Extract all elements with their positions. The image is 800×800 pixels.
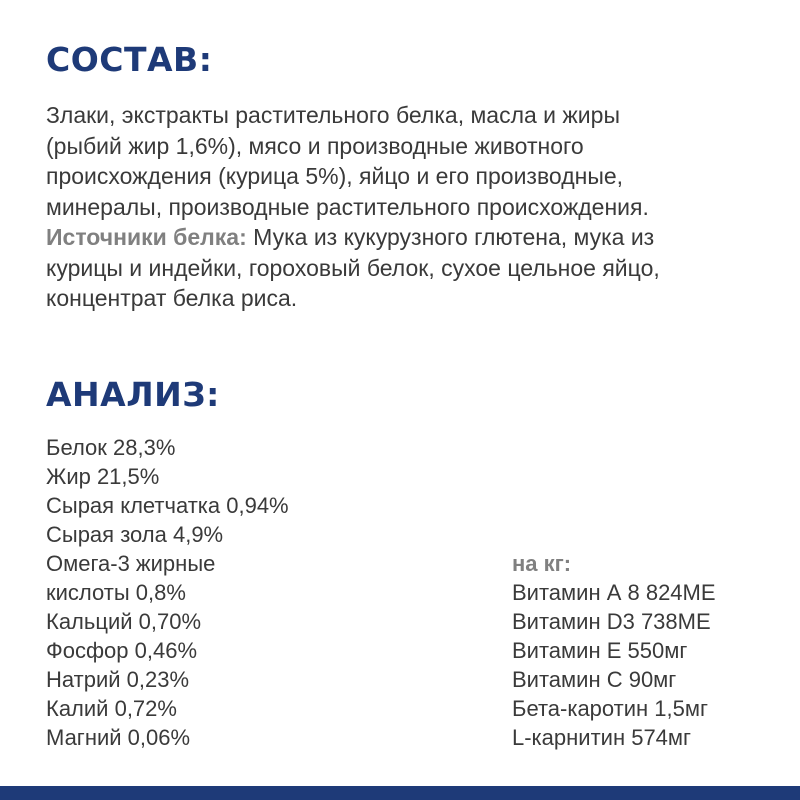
composition-paragraph [46,100,776,314]
per-kg-item: Витамин С 90мг [512,667,677,692]
analysis-list [46,433,289,752]
analysis-item: Натрий 0,23% [46,667,190,692]
analysis-item: Омега-3 жирные [46,551,216,576]
analysis-item: Жир 21,5% [46,464,160,489]
per-kg-item: Бета-каротин 1,5мг [512,696,709,721]
protein-sources-line [46,222,776,253]
protein-sources-label: Источники белка: [46,224,247,250]
analysis-item: Кальций 0,70% [46,609,202,634]
composition-line: Злаки, экстракты растительного белка, масла и жиры [46,102,620,128]
analysis-item: Сырая зола 4,9% [46,522,224,547]
per-kg-item: Витамин А 8 824МЕ [512,580,716,605]
composition-heading: СОСТАВ: [46,40,213,79]
analysis-item: Фосфор 0,46% [46,638,198,663]
protein-sources-text: Мука из кукурузного глютена, мука из [246,224,655,250]
protein-sources-line: курицы и индейки, гороховый белок, сухое цельное яйцо, [46,254,660,281]
composition-line: минералы, производные растительного происхождения. [46,193,649,220]
analysis-item: Сырая клетчатка 0,94% [46,493,289,518]
analysis-item: Магний 0,06% [46,725,191,750]
analysis-item: кислоты 0,8% [46,580,186,605]
protein-sources-line: концентрат белка риса. [46,285,298,311]
per-kg-item: Витамин D3 738МЕ [512,609,711,634]
composition-line: происхождения (курица 5%), яйцо и его производные, [46,163,624,189]
analysis-item: Калий 0,72% [46,696,177,721]
per-kg-item: L-карнитин 574мг [512,725,692,750]
analysis-item: Белок 28,3% [46,435,176,460]
analysis-heading: АНАЛИЗ: [46,375,220,414]
per-kg-list [512,549,716,752]
bottom-accent-bar [0,786,800,800]
per-kg-label: на кг: [512,551,572,576]
per-kg-item: Витамин Е 550мг [512,638,688,663]
composition-line: (рыбий жир 1,6%), мясо и производные животного [46,132,584,159]
